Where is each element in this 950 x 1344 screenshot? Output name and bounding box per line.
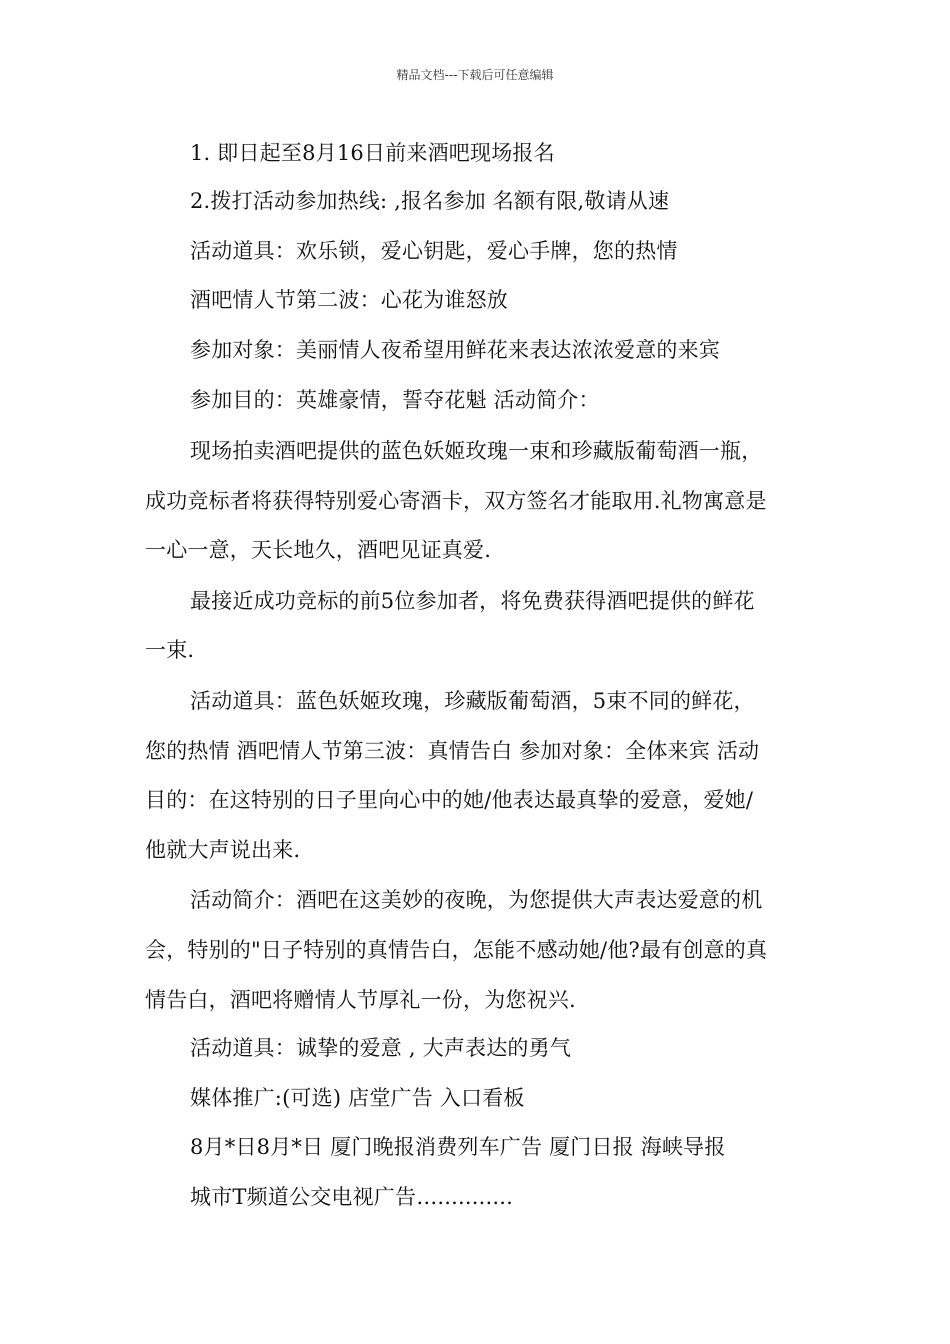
text-line-auction-1: 现场拍卖酒吧提供的蓝色妖姬玫瑰一束和珍藏版葡萄酒一瓶，: [190, 439, 763, 463]
text-line-signup-onsite: 1. 即日起至8月16日前来酒吧现场报名: [190, 141, 555, 165]
page-header: 精品文档---下载后可任意编辑: [396, 68, 554, 82]
text-line-intro-2: 会，特别的"日子特别的真情告白，怎能不感动她/他?最有创意的真: [145, 938, 768, 962]
text-line-media-tv: 城市T频道公交电视广告…...........: [190, 1185, 514, 1209]
text-line-top5-2: 一束.: [145, 638, 195, 662]
text-line-auction-2: 成功竞标者将获得特别爱心寄酒卡，双方签名才能取用.礼物寓意是: [145, 489, 767, 513]
text-line-wave-2-purpose: 参加目的：英雄豪情，誓夺花魁 活动简介：: [190, 388, 600, 412]
text-line-props-2-2: 您的热情 酒吧情人节第三波：真情告白 参加对象：全体来宾 活动: [145, 739, 760, 763]
text-line-wave-3-purpose-1: 目的：在这特别的日子里向心中的她/他表达最真挚的爱意，爱她/: [145, 788, 754, 812]
text-line-props-1: 活动道具：欢乐锁，爱心钥匙，爱心手牌，您的热情: [190, 239, 678, 263]
text-line-wave-2-audience: 参加对象：美丽情人夜希望用鲜花来表达浓浓爱意的来宾: [190, 338, 720, 362]
text-line-media-dates: 8月*日8月*日 厦门晚报消费列车广告 厦门日报 海峡导报: [190, 1135, 726, 1159]
text-line-media: 媒体推广:(可选) 店堂广告 入口看板: [190, 1086, 525, 1110]
text-line-wave-2-title: 酒吧情人节第二波：心花为谁怒放: [190, 288, 508, 312]
text-line-wave-3-purpose-2: 他就大声说出来.: [145, 838, 301, 862]
text-line-intro-3: 情告白，酒吧将赠情人节厚礼一份，为您祝兴.: [145, 988, 576, 1012]
text-line-props-3: 活动道具：诚挚的爱意 , 大声表达的勇气: [190, 1036, 572, 1060]
text-line-props-2-1: 活动道具：蓝色妖姬玫瑰，珍藏版葡萄酒，5束不同的鲜花，: [190, 689, 755, 713]
text-line-top5-1: 最接近成功竞标的前5位参加者，将免费获得酒吧提供的鲜花: [190, 589, 755, 613]
text-line-intro-1: 活动简介：酒吧在这美妙的夜晚，为您提供大声表达爱意的机: [190, 888, 763, 912]
text-line-auction-3: 一心一意，天长地久，酒吧见证真爱.: [145, 538, 492, 562]
text-line-signup-hotline: 2.拨打活动参加热线: ,报名参加 名额有限,敬请从速: [190, 189, 670, 213]
